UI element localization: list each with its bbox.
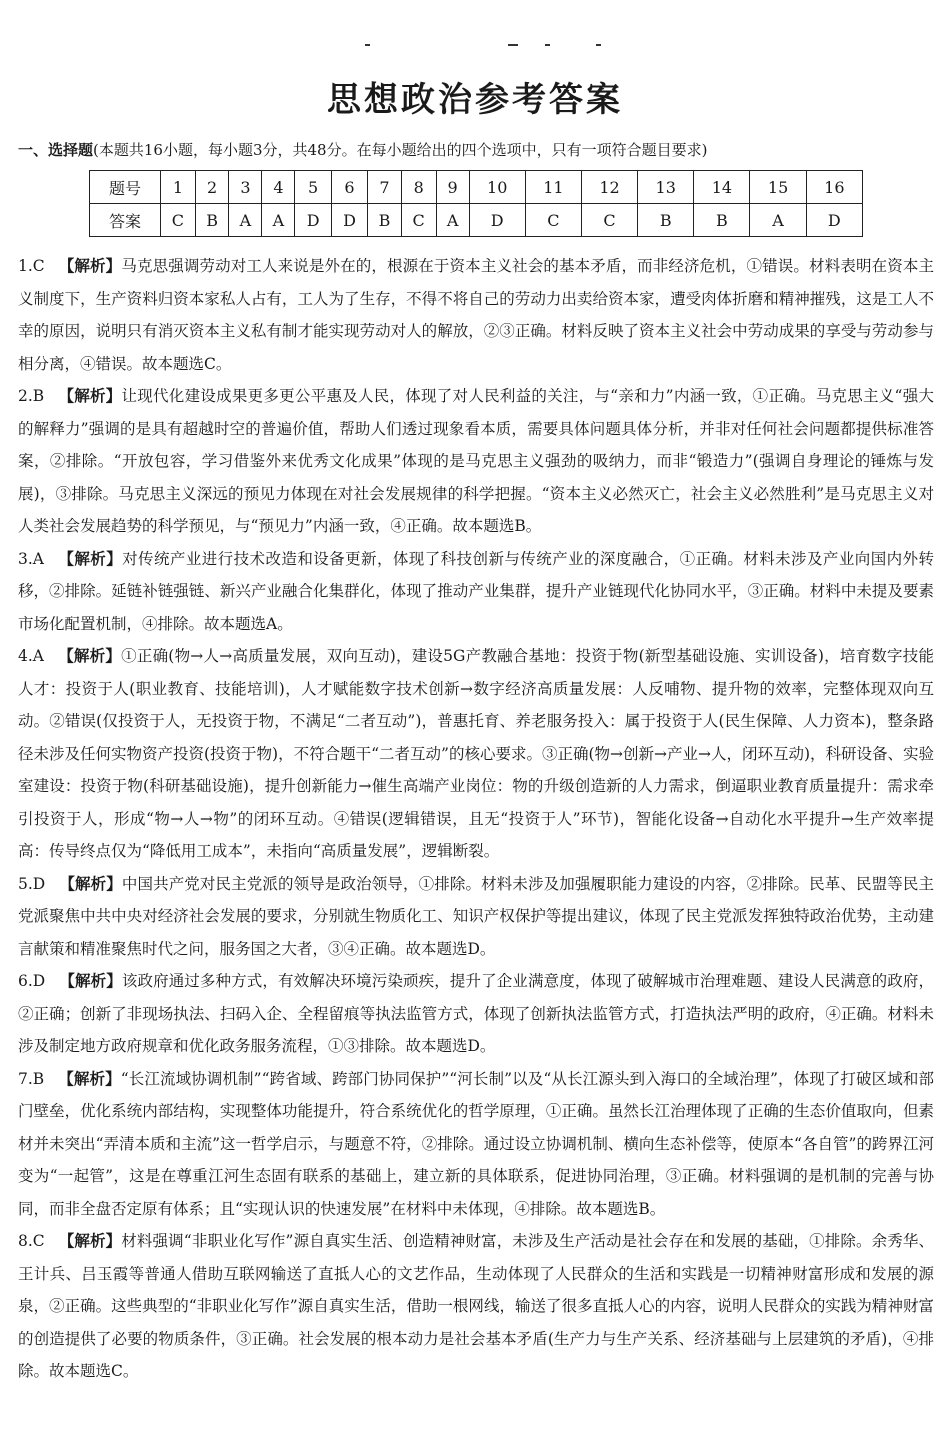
qnum-cell: 8: [401, 171, 436, 204]
qnum-cell: 13: [638, 171, 694, 204]
qnum-cell: 6: [331, 171, 367, 204]
item-number: 6.D: [18, 972, 46, 990]
item-text: 马克思强调劳动对工人来说是外在的，根源在于资本主义社会的基本矛盾，而非经济危机，①错误。材料表明在资本主义制度下，生产资料归资本家私人占有，工人为了生存，不得不将自己的劳动力出卖给资本家，遭受肉体折磨和精神摧残，这是工人不幸的原因，说明只有消灭资本主义私有制才能实现劳动对人的解放，②③正确。材料反映了资本主义社会中劳动成果的享受与劳动参与相分离，④错误。故本题选C。: [18, 257, 934, 373]
explanation-item: [18, 965, 934, 1063]
qnum-cell: 12: [581, 171, 637, 204]
item-number: 3.A: [18, 549, 44, 568]
answer-cell: B: [638, 204, 694, 237]
item-text: 材料强调“非职业化写作”源自真实生活、创造精神财富，未涉及生产活动是社会存在和发展的基础，①排除。余秀华、王计兵、吕玉霞等普通人借助互联网输送了直抵人心的文艺作品，生动体现了人民群众的生活和实践是一切精神财富形成和发展的源泉，②正确。这些典型的“非职业化写作”源自真实生活，借助一根网线，输送了很多直抵人心的内容，说明人民群众的实践为精神财富的创造提供了必要的物质条件，③正确。社会发展的根本动力是社会基本矛盾(生产力与生产关系、经济基础与上层建筑的矛盾)，④排除。故本题选C。: [18, 1232, 934, 1380]
row-label-number: 题号: [90, 171, 161, 204]
qnum-cell: 10: [469, 171, 525, 204]
qnum-cell: 15: [750, 171, 806, 204]
question-number-row: [90, 171, 863, 204]
item-number: 5.D: [18, 874, 46, 893]
item-number: 7.B: [18, 1069, 45, 1088]
item-tag: 【解析】: [57, 647, 122, 665]
answer-cell: A: [750, 204, 806, 237]
explanation-item: [18, 380, 934, 543]
explanation-list: [18, 250, 934, 1388]
qnum-cell: 1: [161, 171, 196, 204]
item-number: 1.C: [18, 257, 45, 275]
answer-row: [90, 204, 863, 237]
item-tag: 【解析】: [57, 549, 123, 568]
section-heading: 一、选择题: [18, 141, 94, 159]
answer-cell: C: [401, 204, 436, 237]
item-tag: 【解析】: [59, 874, 122, 893]
item-text: “长江流域协调机制”“跨省域、跨部门协同保护”“河长制”以及“从长江源头到入海口的全域治理”，体现了打破区域和部门壁垒，优化系统内部结构，实现整体功能提升，符合系统优化的哲学原理，①正确。虽然长江治理体现了正确的生态价值取向，但素材并未突出“弄清本质和主流”这一哲学启示，与题意不符，②排除。通过设立协调机制、横向生态补偿等，使原本“各自管”的跨界江河变为“一起管”，这是在尊重江河生态固有联系的基础上，建立新的具体联系，促进协同治理，③正确。材料强调的是机制的完善与协同，而非全盘否定原有体系；且“实现认识的快速发展”在材料中未体现，④排除。故本题选B。: [18, 1069, 934, 1218]
answer-cell: B: [694, 204, 750, 237]
qnum-cell: 3: [229, 171, 262, 204]
item-text: 该政府通过多种方式，有效解决环境污染顽疾，提升了企业满意度，体现了破解城市治理难题、建设人民满意的政府，②正确；创新了非现场执法、扫码入企、全程留痕等执法监管方式，体现了创新执法监管方式，打造执法严明的政府，④正确。材料未涉及制定地方政府规章和优化政务服务流程，①③排除。故本题选D。: [18, 972, 934, 1055]
answer-cell: D: [295, 204, 331, 237]
top-crop-marks: [0, 40, 950, 52]
item-number: 4.A: [18, 647, 44, 665]
item-text: 中国共产党对民主党派的领导是政治领导，①排除。材料未涉及加强履职能力建设的内容，②排除。民革、民盟等民主党派聚焦中共中央对经济社会发展的要求，分别就生物质化工、知识产权保护等提出建议，体现了民主党派发挥独特政治优势，主动建言献策和精准聚焦时代之问，服务国之大者，③④正确。故本题选D。: [18, 874, 934, 958]
answer-cell: C: [581, 204, 637, 237]
item-text: 对传统产业进行技术改造和设备更新，体现了科技创新与传统产业的深度融合，①正确。材料未涉及产业向国内外转移，②排除。延链补链强链、新兴产业融合化集群化，体现了推动产业集群，提升产业链现代化协同水平，③正确。材料中未提及要素市场化配置机制，④排除。故本题选A。: [18, 549, 934, 633]
answer-cell: D: [331, 204, 367, 237]
answer-cell: A: [262, 204, 295, 237]
answer-cell: D: [806, 204, 862, 237]
qnum-cell: 14: [694, 171, 750, 204]
qnum-cell: 11: [525, 171, 581, 204]
qnum-cell: 5: [295, 171, 331, 204]
page-title: 思想政治参考答案: [327, 80, 623, 120]
item-tag: 【解析】: [58, 1069, 121, 1088]
explanation-item: [18, 250, 934, 380]
item-number: 2.B: [18, 387, 45, 405]
answer-cell: C: [525, 204, 581, 237]
qnum-cell: 16: [806, 171, 862, 204]
item-tag: 【解析】: [58, 387, 122, 405]
answer-cell: A: [229, 204, 262, 237]
explanation-item: [18, 1225, 934, 1388]
section-instruction: (本题共16小题，每小题3分，共48分。在每小题给出的四个选项中，只有一项符合题目要求): [93, 141, 708, 159]
explanation-item: [18, 868, 934, 966]
explanation-item: [18, 640, 934, 868]
answer-cell: C: [161, 204, 196, 237]
qnum-cell: 7: [368, 171, 402, 204]
item-number: 8.C: [18, 1232, 45, 1250]
qnum-cell: 9: [436, 171, 469, 204]
qnum-cell: 4: [262, 171, 295, 204]
row-label-answer: 答案: [90, 204, 161, 237]
answer-cell: B: [195, 204, 229, 237]
explanation-item: [18, 1063, 934, 1226]
item-tag: 【解析】: [58, 1232, 122, 1250]
explanation-item: [18, 543, 934, 641]
answer-table: [89, 170, 863, 237]
item-text: ①正确(物→人→高质量发展，双向互动)，建设5G产教融合基地：投资于物(新型基础设施、实训设备)，培育数字技能人才：投资于人(职业教育、技能培训)，人才赋能数字技术创新→数字经济高质量发展：人反哺物、提升物的效率，完整体现双向互动。②错误(仅投资于人，无投资于物，不满足“二者互动”)，普惠托育、养老服务投入：属于投资于人(民生保障、人力资本)，整条路径未涉及任何实物资产投资(投资于物)，不符合题干“二者互动”的核心要求。③正确(物→创新→产业→人，闭环互动)，科研设备、实验室建设：投资于物(科研基础设施)，提升创新能力→催生高端产业岗位：物的升级创造新的人力需求，倒逼职业教育质量提升：需求牵引投资于人，形成“物→人→物”的闭环互动。④错误(逻辑错误，且无“投资于人”环节)，智能化设备→自动化水平提升→生产效率提高：传导终点仅为“降低用工成本”，未指向“高质量发展”，逻辑断裂。: [18, 647, 935, 860]
item-text: 让现代化建设成果更多更公平惠及人民，体现了对人民利益的关注，与“亲和力”内涵一致，①正确。马克思主义“强大的解释力”强调的是具有超越时空的普遍价值，帮助人们透过现象看本质，需要具体问题具体分析，并非对任何社会问题都提供标准答案，②排除。“开放包容，学习借鉴外来优秀文化成果”体现的是马克思主义强劲的吸纳力，而非“锻造力”(强调自身理论的锤炼与发展)，③排除。马克思主义深远的预见力体现在对社会发展规律的科学把握。“资本主义必然灭亡，社会主义必然胜利”是马克思主义对人类社会发展趋势的科学预见，与“预见力”内涵一致，④正确。故本题选B。: [18, 387, 934, 535]
item-tag: 【解析】: [58, 257, 122, 275]
qnum-cell: 2: [195, 171, 229, 204]
answer-cell: D: [469, 204, 525, 237]
item-tag: 【解析】: [59, 972, 122, 990]
section-header: [18, 139, 938, 160]
answer-cell: B: [368, 204, 402, 237]
answer-cell: A: [436, 204, 469, 237]
